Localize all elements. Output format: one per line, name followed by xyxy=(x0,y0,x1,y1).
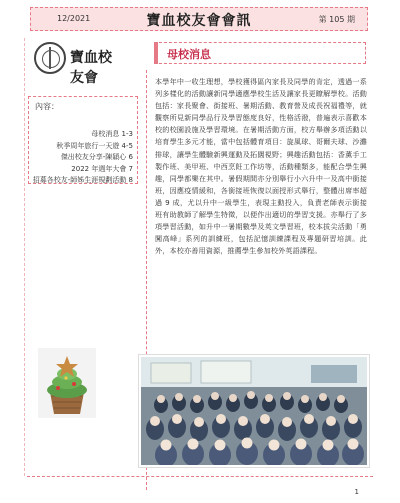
toc-item[interactable]: 傑出校友分享-陳穎心 6 xyxy=(60,153,133,161)
school-crest-icon xyxy=(34,42,66,74)
issue-date: 12/2021 xyxy=(57,14,91,23)
newsletter-title: 寶血校友會會訊 xyxy=(146,13,252,29)
logo-text: 寶血校友會 xyxy=(70,50,112,86)
toc-item[interactable]: 母校消息 1-3 xyxy=(91,130,133,138)
toc-list xyxy=(33,129,133,187)
toc-item[interactable]: 招募各校友-師姊生涯規劃活動 8 xyxy=(32,176,133,184)
toc-item[interactable]: 2022 年週年大會 7 xyxy=(71,164,133,173)
section-heading xyxy=(154,42,366,64)
toc-label: 內容： xyxy=(35,102,59,111)
issue-number: 第 105 期 xyxy=(318,15,355,24)
toc-item[interactable]: 秋季周年旅行一天遊 4-5 xyxy=(56,141,133,150)
alumni-logo xyxy=(34,42,124,86)
section-accent-bar xyxy=(154,42,158,64)
christmas-cupcake-image xyxy=(38,348,96,418)
class-photo xyxy=(139,355,369,467)
section-title: 母校消息 xyxy=(167,48,211,61)
left-rule xyxy=(24,38,25,476)
page-number: 1 xyxy=(354,488,359,496)
article-body: 本學年中一收生理想，學校獲得區內家長及同學的肯定，透過一系列多樣化的活動讓新同學適應學校生活及讓家長更瞭解學校。活動包括：家長聚會、街接班、暑期活動、教育營及成長祝福禮等，就觀察所見新同學品行及學習態度良好，性格活潑，普遍表示喜歡本校的校園設施及學習環境。在暑期活動方面，校方舉辦多項活動以培育學生多元才能，當中包括體育項目：旋風球、哥爾夫球、沙灘排球，讓學生體驗新興運動及拓闊視野；興趣活動包括：香薰手工製作班、美甲班、中西烹飪工作坊等，活動種類多，能配合學生興趣，同學都樂在其中。暑假期間亦分別舉行小六升中一及高中銜接班，因應疫情緩和，各銜接班恢復以面授形式舉行，整體出席率超過 9 成，尤以升中一級學生，表現主動投入，負責老師表示銜接班有助教師了解學生特徵，以便作出適切的學習支援。亦舉行了多項學習活動，如升中一暑期數學及英文學習班，校本拔尖活動「勇闖高峰」系列的訓練班，包括記憶訓練課程及專題研習培訓。此外，本校亦善用資源，推薦學生參加校外英語課程。 xyxy=(155,77,367,256)
newsletter-header xyxy=(30,7,368,31)
table-of-contents xyxy=(28,96,138,184)
footer-divider xyxy=(27,476,373,477)
